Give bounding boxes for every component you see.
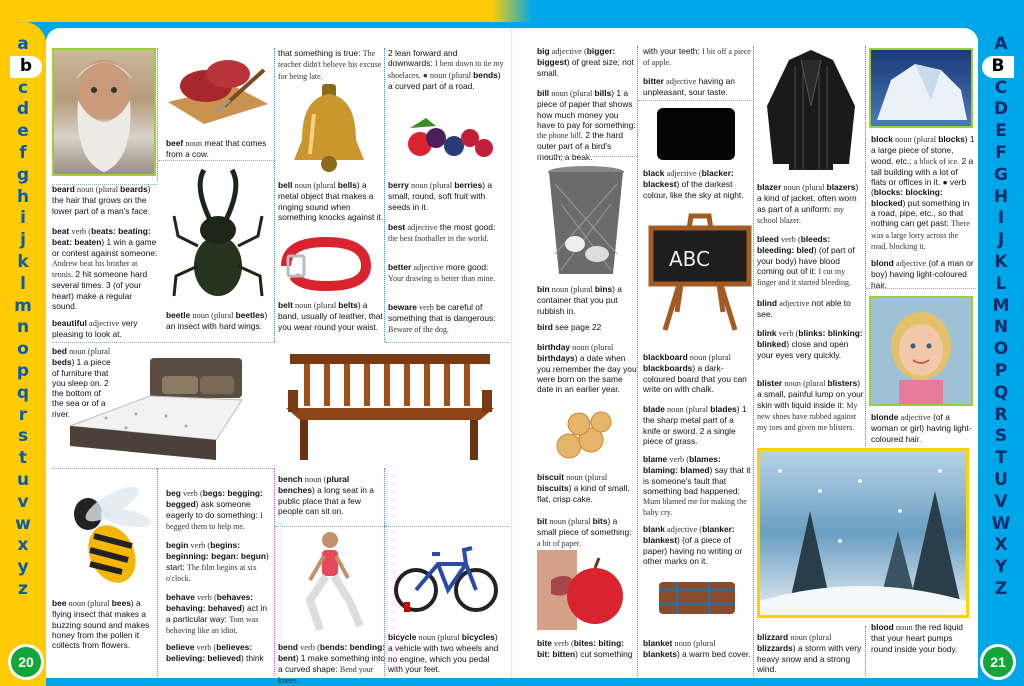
entry-blond: blond adjective (of a man or boy) having light-coloured hair.	[871, 258, 974, 290]
entry-bitter: bitter adjective having an unpleasant, sour taste.	[643, 76, 735, 98]
entry-blister: blister noun (plural blisters) a small, painful lump on your skin with liquid inside it: My new shoes have rubbed against my toes and given me blisters.	[757, 378, 864, 433]
entry-best: best adjective the most good: the best footballer in the world.	[388, 222, 496, 244]
blanket-photo	[655, 576, 739, 620]
entry-better: better adjective more good: Your drawing is better than mine.	[388, 262, 496, 284]
entry-belt: belt noun (plural belts) a band, usually of leather, that you wear round your waist.	[278, 300, 383, 332]
alphabet-letter-lower-t[interactable]: t	[18, 448, 28, 469]
entry-beg: beg verb (begs: begging: begged) ask someone eagerly to do something: I begged them to help me.	[166, 488, 263, 531]
alphabet-letter-upper-X[interactable]: X	[994, 535, 1008, 556]
row-divider	[537, 156, 637, 157]
alphabet-letter-lower-m[interactable]: m	[14, 295, 32, 316]
svg-text:ABC: ABC	[669, 247, 711, 271]
entry-birthday: birthday noun (plural birthdays) a date when you remember the day you were born on the same date in an earlier year.	[537, 342, 637, 395]
alphabet-letter-upper-T[interactable]: T	[995, 448, 1007, 469]
bed-photo	[66, 356, 246, 466]
entry-beetle: beetle noun (plural beetles) an insect with hard wings.	[166, 310, 268, 332]
alphabet-letter-lower-l[interactable]: l	[20, 273, 26, 294]
entry-beware: beware verb be careful of something that is dangerous: Beware of the dog.	[388, 302, 496, 334]
entry-blame: blame verb (blames: blaming: blamed) say that it is someone's fault that something bad happened: Mum blamed me for making the baby cry.	[643, 454, 751, 518]
alphabet-letter-upper-D[interactable]: D	[993, 99, 1009, 120]
bend-photo	[290, 530, 370, 640]
entry-bite: bite verb (bites: biting: bit: bitten) cut something	[537, 638, 633, 660]
column-divider	[753, 46, 754, 676]
alphabet-letter-upper-B[interactable]: B	[982, 56, 1014, 78]
belt-photo	[280, 236, 372, 292]
row-divider	[866, 288, 976, 289]
entry-blood: blood noun the red liquid that your heart pumps round inside your body.	[871, 622, 963, 654]
entry-beef: beef noun meat that comes from a cow.	[166, 138, 267, 160]
blackboard-photo	[647, 212, 753, 332]
entry-bleed: bleed verb (bleeds: bleeding: bled) (of part of your body) have blood coming out of it: I cut my finger and it started bleeding.	[757, 234, 855, 288]
entry-begin: begin verb (begins: beginning: began: begun) start: The film begins at six o'clock.	[166, 540, 269, 583]
bench-photo	[284, 350, 496, 462]
alphabet-letter-upper-Z[interactable]: Z	[994, 578, 1008, 599]
alphabet-letter-upper-V[interactable]: V	[994, 491, 1008, 512]
entry-beautiful: beautiful adjective very pleasing to look at.	[52, 318, 138, 340]
alphabet-letter-upper-Y[interactable]: Y	[994, 557, 1008, 578]
biscuits-photo	[549, 406, 619, 466]
entry-bicycle: bicycle noun (plural bicycles) a vehicle with two wheels and no engine, which you pedal with your feet.	[388, 632, 499, 674]
column-divider	[384, 48, 385, 342]
alphabet-letter-lower-r[interactable]: r	[18, 404, 28, 425]
alphabet-letter-lower-u[interactable]: u	[16, 469, 30, 490]
alphabet-letter-upper-K[interactable]: K	[994, 251, 1008, 272]
blazer-photo	[759, 46, 863, 176]
row-divider	[275, 526, 385, 527]
entry-bee: bee noun (plural bees) a flying insect that makes a buzzing sound and makes honey from the pollen it collects from flowers.	[52, 598, 150, 651]
alphabet-letter-lower-e[interactable]: e	[17, 121, 29, 142]
entry-blink: blink verb (blinks: blinking: blinked) close and open your eyes very quickly.	[757, 328, 863, 360]
entry-bed: bed noun (plural beds) 1 a piece of furniture that you sleep on. 2 the bottom of the sea or of a river.	[52, 346, 111, 419]
entry-behave: behave verb (behaves: behaving: behaved) act in a particular way: Tom was behaving like an idiot.	[166, 592, 267, 635]
bell-photo	[284, 84, 374, 180]
blonde-girl-photo	[869, 296, 973, 406]
alphabet-letter-lower-h[interactable]: h	[16, 186, 30, 207]
alphabet-letter-upper-C[interactable]: C	[994, 77, 1008, 98]
alphabet-letter-lower-b[interactable]: b	[10, 56, 42, 78]
entry-blanket: blanket noun (plural blankets) a warm bed cover.	[643, 638, 751, 660]
page-number-left: 20	[8, 644, 44, 680]
entry-blazer: blazer noun (plural blazers) a kind of jacket, often worn as part of a uniform: my school blazer.	[757, 182, 859, 225]
alphabet-letter-upper-J[interactable]: J	[997, 230, 1005, 251]
entry-bend-continued: 2 lean forward and downwards: I bent down to tie my shoelaces. ● noun (plural bends) a curved part of a road.	[388, 48, 504, 91]
entry-blackboard: blackboard noun (plural blackboards) a dark-coloured board that you can write on with chalk.	[643, 352, 747, 394]
alphabet-letter-lower-q[interactable]: q	[16, 382, 30, 403]
alphabet-letter-lower-n[interactable]: n	[16, 317, 30, 338]
right-page	[513, 28, 978, 678]
entry-black: black adjective (blacker: blackest) of the darkest colour, like the sky at night.	[643, 168, 744, 200]
entry-bench: bench noun (plural benches) a long seat in a public place that a few people can sit on.	[278, 474, 374, 516]
bee-photo	[52, 474, 156, 594]
entry-beard: beard noun (plural beards) the hair that grows on the lower part of a man's face.	[52, 184, 151, 216]
alphabet-letter-upper-R[interactable]: R	[994, 404, 1008, 425]
bite-apple-photo	[537, 550, 627, 630]
bin-photo	[545, 164, 627, 280]
entry-blade: blade noun (plural blades) 1 the sharp metal part of a knife or sword. 2 a single piece of grass.	[643, 404, 747, 446]
alphabet-letter-upper-O[interactable]: O	[993, 339, 1009, 360]
column-divider	[274, 48, 275, 342]
alphabet-letter-upper-M[interactable]: M	[992, 295, 1010, 316]
column-divider	[384, 468, 385, 676]
entry-berry: berry noun (plural berries) a small, round, soft fruit with seeds in it.	[388, 180, 493, 212]
alphabet-letter-upper-S[interactable]: S	[994, 426, 1008, 447]
column-divider	[865, 626, 866, 676]
alphabet-letter-lower-f[interactable]: f	[19, 142, 27, 163]
alphabet-letter-lower-i[interactable]: i	[20, 208, 26, 229]
top-color-band	[0, 0, 1024, 22]
column-divider	[865, 46, 866, 446]
alphabet-letter-upper-E[interactable]: E	[995, 121, 1007, 142]
column-divider	[274, 468, 275, 676]
alphabet-letter-lower-x[interactable]: x	[17, 535, 29, 556]
alphabet-letter-lower-z[interactable]: z	[18, 578, 28, 599]
entry-blank: blank adjective (blanker: blankest) (of a piece of paper) having no writing or other marks on it.	[643, 524, 743, 566]
alphabet-letter-lower-d[interactable]: d	[16, 99, 30, 120]
alphabet-letter-lower-v[interactable]: v	[17, 491, 29, 512]
alphabet-letter-upper-A[interactable]: A	[994, 34, 1008, 54]
entry-bin: bin noun (plural bins) a container that you put rubbish in.	[537, 284, 622, 316]
alphabet-letter-upper-G[interactable]: G	[994, 164, 1008, 185]
alphabet-letter-lower-k[interactable]: k	[17, 251, 29, 272]
entry-biscuit: biscuit noun (plural biscuits) a kind of small, flat, crisp cake.	[537, 472, 630, 504]
alphabet-letter-upper-U[interactable]: U	[994, 469, 1008, 490]
entry-block: block noun (plural blocks) 1 a large piece of stone, wood, etc.: a block of ice. 2 a tall building with a lot of flats or offices in it. ● verb (blocks: blocking: blocked) put something in a road, pipe, etc., so that nothing can get past: There was a large lorry across the road, blocking it.	[871, 134, 975, 251]
alphabet-letter-lower-j[interactable]: j	[20, 230, 26, 251]
beef-photo	[164, 50, 272, 128]
entry-bite-continued: with your teeth: I bit off a piece of apple.	[643, 46, 751, 68]
entry-bend: bend verb (bends: bending: bent) 1 make something into a curved shape: Bend your knees.	[278, 642, 386, 685]
blizzard-photo	[757, 448, 969, 618]
beetle-photo	[170, 166, 266, 306]
entry-bird: bird see page 22	[537, 322, 602, 332]
lowercase-alphabet-index	[3, 34, 43, 601]
row-divider	[638, 100, 752, 101]
entry-believe-continued: that something is true: The teacher didn't believe his excuse for being late.	[278, 48, 382, 81]
entry-bill: bill noun (plural bills) 1 a piece of paper that shows how much money you have to pay for something: the phone bill. 2 the hard outer part of a bird's mouth; a beak.	[537, 88, 636, 162]
alphabet-letter-upper-I[interactable]: I	[997, 208, 1005, 229]
row-divider	[52, 342, 275, 343]
alphabet-letter-upper-W[interactable]: W	[991, 513, 1011, 534]
alphabet-letter-upper-Q[interactable]: Q	[993, 382, 1009, 403]
alphabet-letter-lower-o[interactable]: o	[17, 339, 29, 360]
alphabet-letter-lower-w[interactable]: w	[15, 513, 31, 534]
alphabet-letter-upper-F[interactable]: F	[995, 142, 1007, 163]
alphabet-letter-upper-N[interactable]: N	[993, 317, 1009, 338]
entry-blonde: blonde adjective (of a woman or girl) having light-coloured hair.	[871, 412, 972, 444]
left-page	[46, 28, 513, 685]
alphabet-letter-upper-P[interactable]: P	[994, 360, 1008, 381]
alphabet-letter-upper-L[interactable]: L	[995, 273, 1007, 294]
entry-bit: bit noun (plural bits) a small piece of something: a bit of paper.	[537, 516, 632, 548]
entry-blind: blind adjective not able to see.	[757, 298, 851, 320]
entry-big: big adjective (bigger: biggest) of great size; not small.	[537, 46, 634, 78]
page-number-right: 21	[980, 644, 1016, 680]
alphabet-letter-lower-y[interactable]: y	[17, 557, 29, 578]
column-divider	[637, 46, 638, 676]
alphabet-letter-lower-g[interactable]: g	[16, 164, 30, 185]
bicycle-photo	[392, 536, 500, 616]
alphabet-letter-lower-p[interactable]: p	[16, 360, 30, 381]
row-divider	[52, 468, 275, 469]
column-divider	[157, 468, 158, 676]
black-square-picture	[657, 108, 735, 160]
row-divider	[158, 160, 276, 161]
entry-believe: believe verb (believes: believing: believed) think	[166, 642, 264, 664]
alphabet-letter-lower-a[interactable]: a	[17, 34, 29, 54]
row-divider	[385, 342, 509, 343]
alphabet-letter-lower-s[interactable]: s	[17, 426, 29, 447]
entry-bell: bell noun (plural bells) a metal object that makes a ringing sound when something knocks against it.	[278, 180, 384, 222]
entry-beat: beat verb (beats: beating: beat: beaten) 1 win a game or contest against someone: Andrew beat his brother at tennis. 2 hit someone hard several times. 3 (of your heart) make a regular sound.	[52, 226, 158, 312]
berries-photo	[396, 108, 500, 168]
alphabet-letter-lower-c[interactable]: c	[17, 77, 29, 98]
ice-block-photo	[869, 48, 973, 128]
entry-blizzard: blizzard noun (plural blizzards) a storm with very heavy snow and a strong wind.	[757, 632, 862, 674]
alphabet-letter-upper-H[interactable]: H	[993, 186, 1009, 207]
row-divider	[385, 526, 509, 527]
beard-photo	[52, 48, 156, 176]
uppercase-alphabet-index	[981, 34, 1021, 601]
